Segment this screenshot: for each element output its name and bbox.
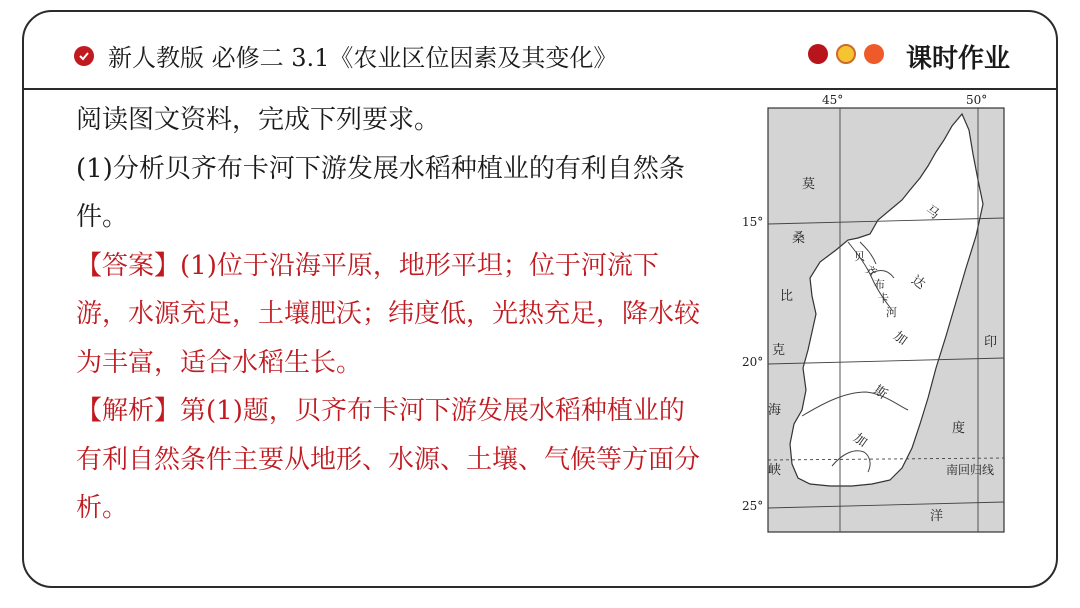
answer-block bbox=[76, 242, 706, 388]
island-char-5: 加 bbox=[850, 430, 870, 451]
check-circle-icon bbox=[74, 46, 94, 66]
ocean-char-3: 洋 bbox=[930, 509, 944, 524]
traffic-dots bbox=[808, 44, 884, 64]
analysis-label: 【解析】 bbox=[76, 396, 181, 426]
island-char-3: 加 bbox=[890, 328, 910, 349]
question-text: (1)分析贝齐布卡河下游发展水稻种植业的有利自然条件。 bbox=[76, 153, 685, 232]
channel-char-3: 比 bbox=[780, 289, 794, 304]
page-title: 新人教版 必修二 3.1《农业区位因素及其变化》 bbox=[108, 44, 618, 72]
river-char-5: 河 bbox=[886, 306, 897, 319]
lat-label-15: 15° bbox=[742, 215, 764, 229]
yellow-dot-icon bbox=[836, 44, 856, 64]
channel-char-2: 桑 bbox=[792, 231, 806, 246]
question-content bbox=[76, 96, 706, 533]
river-char-4: 卡 bbox=[878, 292, 889, 305]
channel-char-5: 海 bbox=[768, 403, 782, 418]
madagascar-map bbox=[740, 92, 1020, 536]
section-tag: 课时作业 bbox=[906, 44, 1011, 74]
lat-label-25: 25° bbox=[742, 499, 764, 513]
river-char-1: 贝 bbox=[854, 250, 865, 263]
channel-char-6: 峡 bbox=[768, 463, 782, 478]
header bbox=[74, 38, 617, 73]
island-char-1: 马 bbox=[922, 202, 942, 223]
river-char-3: 布 bbox=[874, 278, 885, 291]
island-char-2: 达 bbox=[908, 272, 928, 293]
lat-label-20: 20° bbox=[742, 355, 764, 369]
red-dot-icon bbox=[808, 44, 828, 64]
channel-char-4: 克 bbox=[772, 343, 786, 358]
intro-text: 阅读图文资料，完成下列要求。 bbox=[76, 105, 441, 135]
analysis-text: 第(1)题，贝齐布卡河下游发展水稻种植业的有利自然条件主要从地形、水源、土壤、气候等方面分析。 bbox=[76, 396, 701, 523]
orange-dot-icon bbox=[864, 44, 884, 64]
ocean-char-1: 印 bbox=[984, 335, 998, 350]
lon-label-50: 50° bbox=[966, 93, 988, 107]
answer-label: 【答案】 bbox=[76, 250, 181, 281]
lon-label-45: 45° bbox=[822, 93, 844, 107]
header-divider bbox=[22, 88, 1058, 90]
analysis-block bbox=[76, 387, 706, 533]
ocean-char-2: 度 bbox=[952, 421, 966, 436]
tropic-label: 南回归线 bbox=[946, 463, 995, 477]
river-char-2: 齐 bbox=[863, 262, 880, 280]
answer-text: (1)位于沿海平原，地形平坦；位于河流下游，水源充足，土壤肥沃；纬度低，光热充足，降水较为丰富，适合水稻生长。 bbox=[76, 250, 701, 378]
island-char-4: 斯 bbox=[870, 382, 890, 403]
channel-char-1: 莫 bbox=[802, 177, 816, 192]
